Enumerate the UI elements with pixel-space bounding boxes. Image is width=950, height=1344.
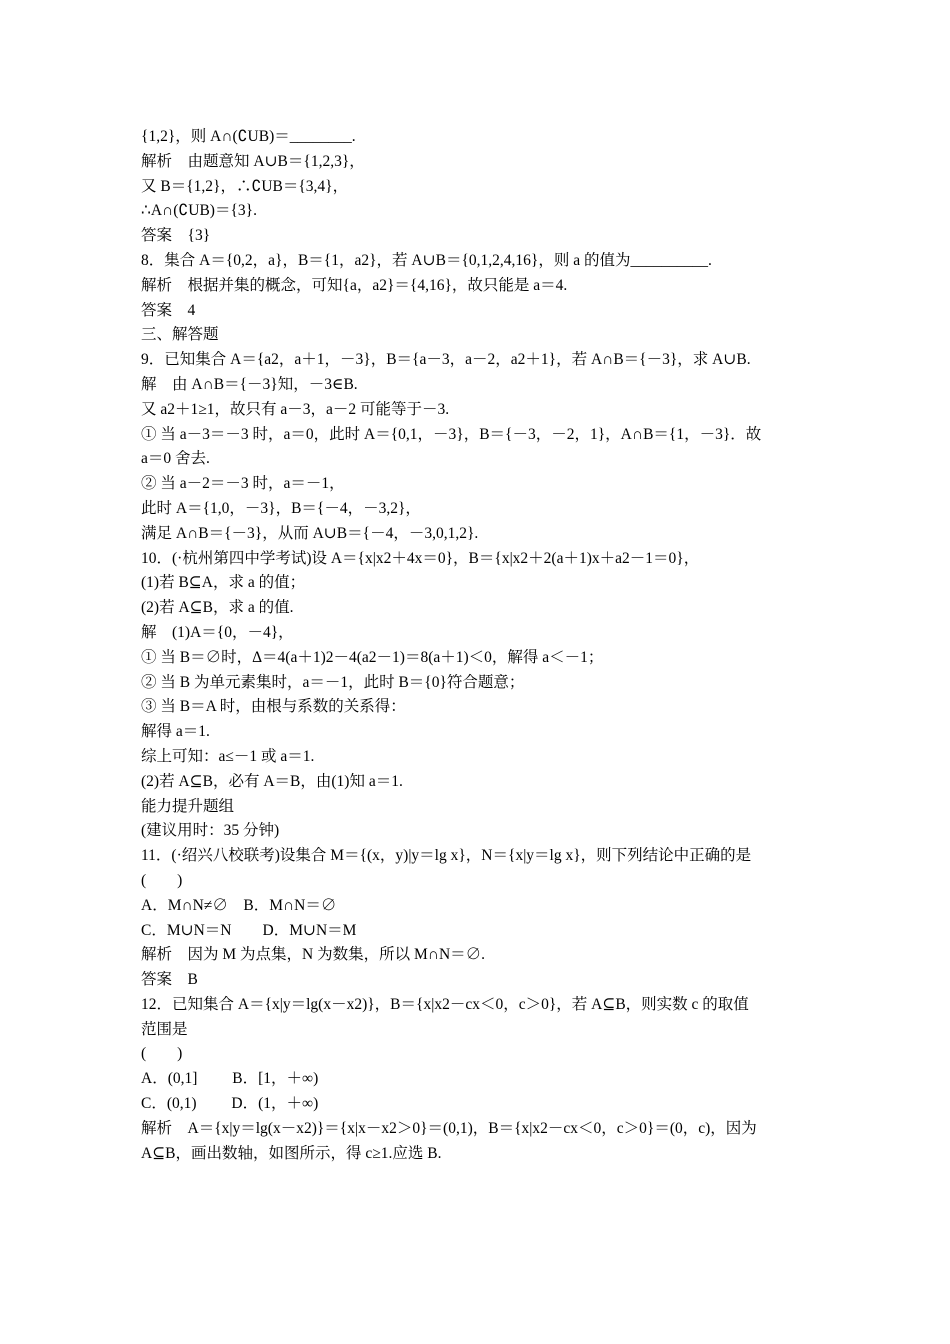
text-line: 答案 4 xyxy=(141,301,196,319)
text-line: 答案 {3} xyxy=(141,227,211,245)
text-line: 此时 A＝{1,0，－3}，B＝{－4，－3,2}， xyxy=(141,499,421,517)
text-line: 12．已知集合 A＝{x|y＝lg(x－x2)}，B＝{x|x2－cx＜0，c＞0}，若 A⊆B，则实数 c 的取值 xyxy=(141,995,749,1013)
text-line: 解析 根据并集的概念，可知{a，a2}＝{4,16}，故只能是 a＝4. xyxy=(141,276,568,294)
text-line: 解 (1)A＝{0，－4}， xyxy=(141,623,294,641)
text-line: ② 当 a－2＝－3 时，a＝－1， xyxy=(141,475,345,493)
text-line: 综上可知：a≤－1 或 a＝1. xyxy=(141,747,315,765)
text-line: 解析 A＝{x|y＝lg(x－x2)}＝{x|x－x2＞0}＝(0,1)，B＝{x|x2－cx＜0，c＞0}＝(0，c)，因为 xyxy=(141,1119,757,1137)
text-line: 范围是 xyxy=(141,1020,188,1038)
text-line: ( ) xyxy=(141,1045,183,1063)
text-line: 解析 因为 M 为点集，N 为数集，所以 M∩N＝∅. xyxy=(141,946,486,964)
text-line: ③ 当 B＝A 时，由根与系数的关系得： xyxy=(141,698,406,716)
text-line: ② 当 B 为单元素集时，a＝－1，此时 B＝{0}符合题意； xyxy=(141,673,525,691)
text-line: 解得 a＝1. xyxy=(141,723,210,741)
text-line: 8．集合 A＝{0,2，a}，B＝{1，a2}，若 A∪B＝{0,1,2,4,16}，则 a 的值为__________. xyxy=(141,251,712,269)
text-line: (2)若 A⊆B，求 a 的值. xyxy=(141,599,294,617)
text-line: C．M∪N＝N D．M∪N＝M xyxy=(141,921,357,939)
text-line: ∴A∩(∁UB)＝{3}. xyxy=(141,202,257,220)
section-heading: 能力提升题组 xyxy=(141,797,235,815)
text-line: a＝0 舍去. xyxy=(141,450,210,468)
text-line: A．M∩N≠∅ B．M∩N＝∅ xyxy=(141,896,337,914)
text-line: 又 B＝{1,2}，∴∁UB＝{3,4}， xyxy=(141,177,349,195)
text-line: C．(0,1) D．(1，＋∞) xyxy=(141,1095,319,1113)
text-line: 9．已知集合 A＝{a2，a＋1，－3}，B＝{a－3，a－2，a2＋1}，若 A∩B＝{－3}，求 A∪B. xyxy=(141,351,751,369)
section-heading: 三、解答题 xyxy=(141,326,219,344)
text-line: 解 由 A∩B＝{－3}知，－3∈B. xyxy=(141,375,358,393)
text-line: 10．(·杭州第四中学考试)设 A＝{x|x2＋4x＝0}，B＝{x|x2＋2(a＋1)x＋a2－1＝0}， xyxy=(141,549,700,567)
text-line: ( ) xyxy=(141,871,183,889)
text-line: (2)若 A⊆B，必有 A＝B，由(1)知 a＝1. xyxy=(141,772,403,790)
text-line: 又 a2＋1≥1，故只有 a－3，a－2 可能等于－3. xyxy=(141,400,450,418)
text-line: A．(0,1] B．[1，＋∞) xyxy=(141,1070,319,1088)
text-line: 11．(·绍兴八校联考)设集合 M＝{(x，y)|y＝lg x}，N＝{x|y＝lg x}，则下列结论中正确的是 xyxy=(141,847,752,865)
text-line: 解析 由题意知 A∪B＝{1,2,3}， xyxy=(141,152,365,170)
text-line: 满足 A∩B＝{－3}，从而 A∪B＝{－4，－3,0,1,2}. xyxy=(141,524,479,542)
text-line: {1,2}，则 A∩(∁UB)＝________. xyxy=(141,128,356,145)
text-line: A⊆B，画出数轴，如图所示，得 c≥1.应选 B. xyxy=(141,1144,442,1162)
text-line: ① 当 a－3＝－3 时，a＝0，此时 A＝{0,1，－3}，B＝{－3，－2，1}，A∩B＝{1，－3}．故 xyxy=(141,425,762,443)
text-line: (1)若 B⊆A，求 a 的值； xyxy=(141,574,306,592)
text-line: (建议用时：35 分钟) xyxy=(141,822,280,840)
text-line: 答案 B xyxy=(141,971,198,989)
text-line: ① 当 B＝∅时，Δ＝4(a＋1)2－4(a2－1)＝8(a＋1)＜0，解得 a＜－1； xyxy=(141,648,604,666)
document-page xyxy=(141,125,821,1166)
